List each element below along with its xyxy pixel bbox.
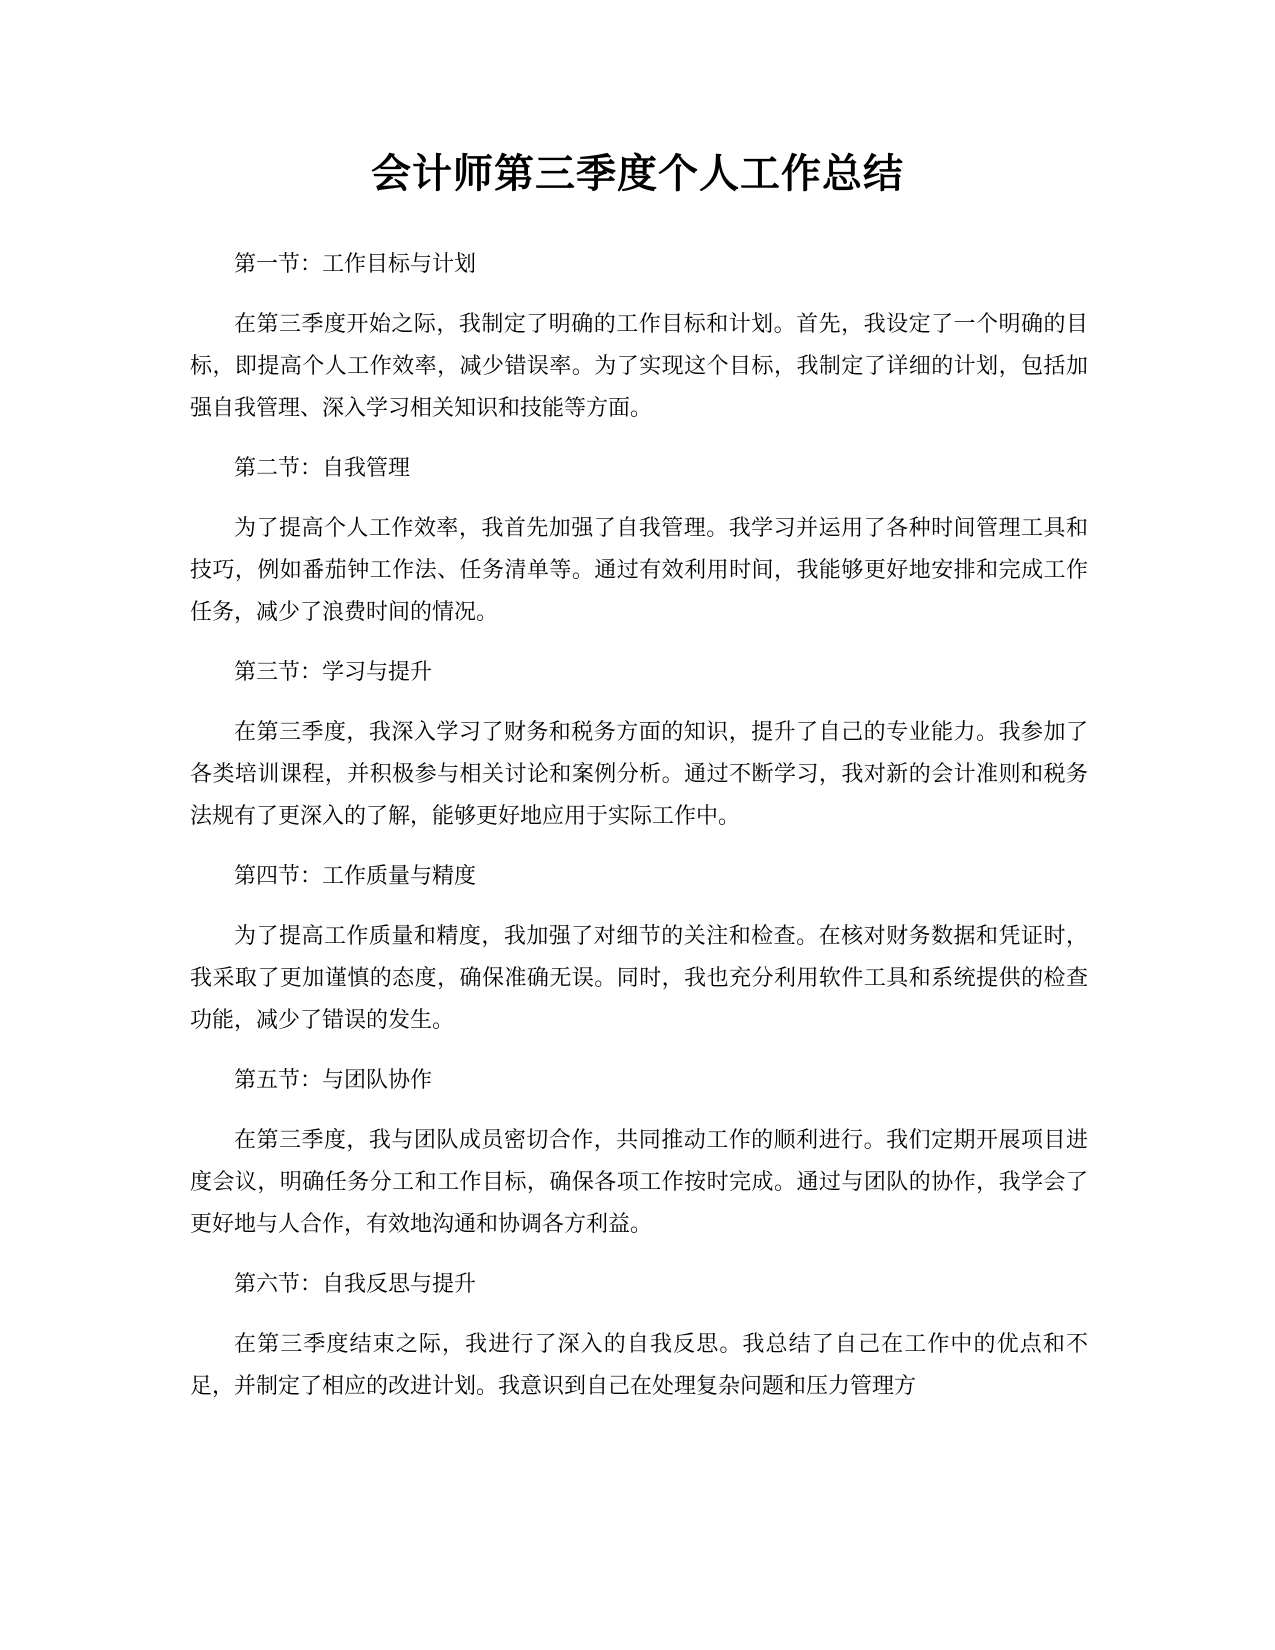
section-heading-5: 第五节：与团队协作 — [234, 1068, 433, 1093]
document-body — [190, 244, 1088, 1426]
section-paragraph-4: 为了提高工作质量和精度，我加强了对细节的关注和检查。在核对财务数据和凭证时，我采取了更加谨慎的态度，确保准确无误。同时，我也充分利用软件工具和系统提供的检查功能，减少了错误的发生。 — [190, 924, 1088, 1033]
section-heading-3: 第三节：学习与提升 — [234, 660, 433, 685]
section-paragraph-1: 在第三季度开始之际，我制定了明确的工作目标和计划。首先，我设定了一个明确的目标，即提高个人工作效率，减少错误率。为了实现这个目标，我制定了详细的计划，包括加强自我管理、深入学习相关知识和技能等方面。 — [190, 312, 1088, 421]
section-heading-2: 第二节：自我管理 — [234, 456, 411, 481]
section-paragraph-3: 在第三季度，我深入学习了财务和税务方面的知识，提升了自己的专业能力。我参加了各类培训课程，并积极参与相关讨论和案例分析。通过不断学习，我对新的会计准则和税务法规有了更深入的了解，能够更好地应用于实际工作中。 — [190, 720, 1088, 829]
section-paragraph-6: 在第三季度结束之际，我进行了深入的自我反思。我总结了自己在工作中的优点和不足，并制定了相应的改进计划。我意识到自己在处理复杂问题和压力管理方 — [190, 1332, 1088, 1399]
section-paragraph-2: 为了提高个人工作效率，我首先加强了自我管理。我学习并运用了各种时间管理工具和技巧，例如番茄钟工作法、任务清单等。通过有效利用时间，我能够更好地安排和完成工作任务，减少了浪费时间的情况。 — [190, 516, 1088, 625]
section-heading-1: 第一节：工作目标与计划 — [234, 252, 477, 277]
section-paragraph-5: 在第三季度，我与团队成员密切合作，共同推动工作的顺利进行。我们定期开展项目进度会议，明确任务分工和工作目标，确保各项工作按时完成。通过与团队的协作，我学会了更好地与人合作，有效地沟通和协调各方利益。 — [190, 1128, 1088, 1237]
section-heading-4: 第四节：工作质量与精度 — [234, 864, 477, 889]
section-heading-6: 第六节：自我反思与提升 — [234, 1272, 477, 1297]
page-title: 会计师第三季度个人工作总结 — [371, 151, 904, 197]
